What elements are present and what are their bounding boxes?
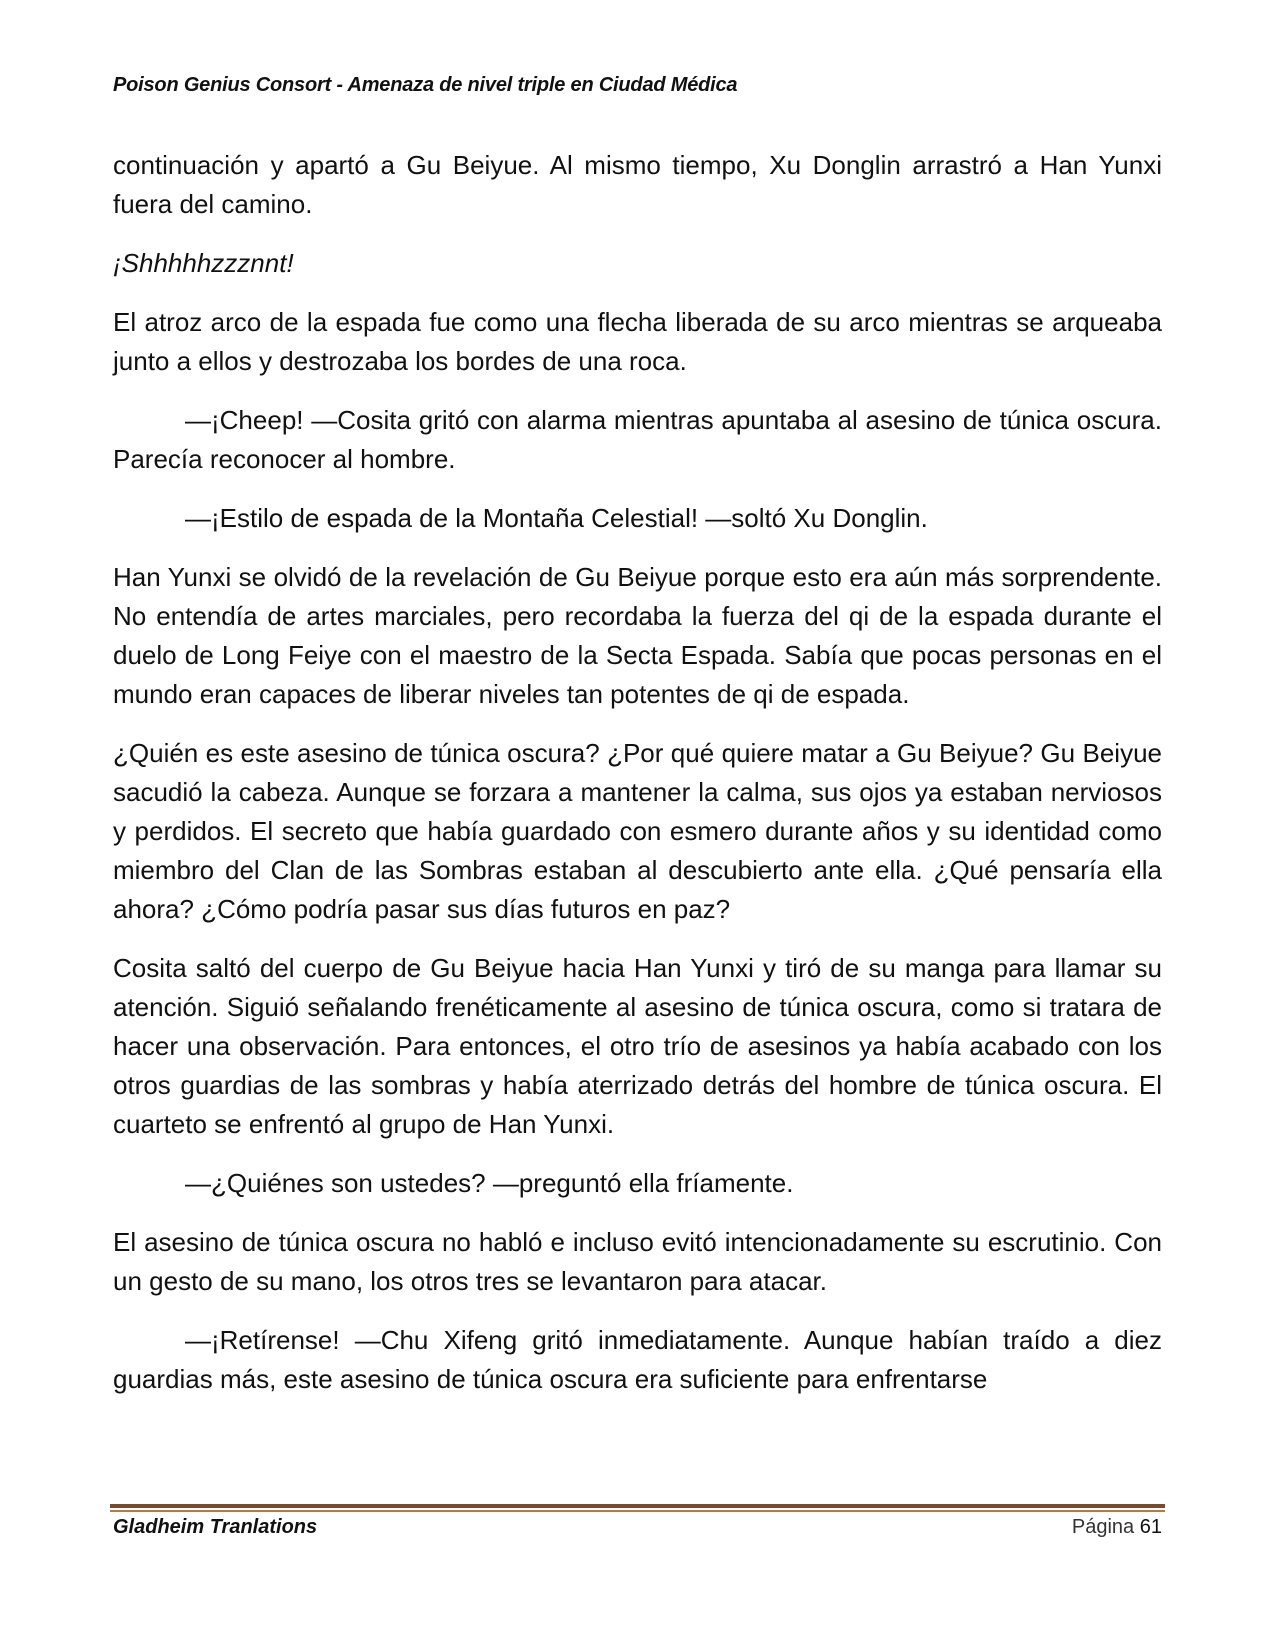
dialogue-paragraph: —¡Estilo de espada de la Montaña Celestial! —soltó Xu Donglin.	[185, 503, 928, 533]
running-header: Poison Genius Consort - Amenaza de nivel triple en Ciudad Médica	[113, 74, 738, 96]
page-number: 61	[1139, 1516, 1162, 1538]
page-body	[113, 146, 1162, 1419]
footer-credit: Gladheim Tranlations	[113, 1516, 318, 1538]
dialogue-paragraph: —¡Retírense! —Chu Xifeng gritó inmediatamente. Aunque habían traído a diez guardias más, este asesino de túnica oscura era suficiente para enfrentarse	[113, 1325, 1162, 1394]
paragraph: El asesino de túnica oscura no habló e incluso evitó intencionadamente su escrutinio. Con un gesto de su mano, los otros tres se levantaron para atacar.	[113, 1227, 1162, 1296]
sound-effect-paragraph: ¡Shhhhhzzznnt!	[113, 248, 294, 278]
paragraph: El atroz arco de la espada fue como una flecha liberada de su arco mientras se arqueaba junto a ellos y destrozaba los bordes de una roca.	[113, 307, 1162, 376]
paragraph: continuación y apartó a Gu Beiyue. Al mismo tiempo, Xu Donglin arrastró a Han Yunxi fuera del camino.	[113, 150, 1162, 219]
page-label: Página	[1071, 1516, 1135, 1538]
page-number-block	[1072, 1516, 1162, 1539]
dialogue-paragraph: —¡Cheep! —Cosita gritó con alarma mientras apuntaba al asesino de túnica oscura. Parecía reconocer al hombre.	[113, 405, 1162, 474]
paragraph: Han Yunxi se olvidó de la revelación de Gu Beiyue porque esto era aún más sorprendente. No entendía de artes marciales, pero recordaba la fuerza del qi de la espada durante el duelo de Long Feiye con el maestro de la Secta Espada. Sabía que pocas personas en el mundo eran capaces de liberar niveles tan potentes de qi de espada.	[113, 562, 1162, 709]
paragraph: ¿Quién es este asesino de túnica oscura? ¿Por qué quiere matar a Gu Beiyue? Gu Beiyue sacudió la cabeza. Aunque se forzara a mantener la calma, sus ojos ya estaban nerviosos y perdidos. El secreto que había guardado con esmero durante años y su identidad como miembro del Clan de las Sombras estaban al descubierto ante ella. ¿Qué pensaría ella ahora? ¿Cómo podría pasar sus días futuros en paz?	[113, 738, 1162, 924]
paragraph: Cosita saltó del cuerpo de Gu Beiyue hacia Han Yunxi y tiró de su manga para llamar su atención. Siguió señalando frenéticamente al asesino de túnica oscura, como si tratara de hacer una observación. Para entonces, el otro trío de asesinos ya había acabado con los otros guardias de las sombras y había aterrizado detrás del hombre de túnica oscura. El cuarteto se enfrentó al grupo de Han Yunxi.	[113, 953, 1162, 1139]
footer-divider-thin	[110, 1510, 1165, 1512]
dialogue-paragraph: —¿Quiénes son ustedes? —preguntó ella fríamente.	[185, 1168, 794, 1198]
footer-divider-thick	[110, 1504, 1165, 1508]
